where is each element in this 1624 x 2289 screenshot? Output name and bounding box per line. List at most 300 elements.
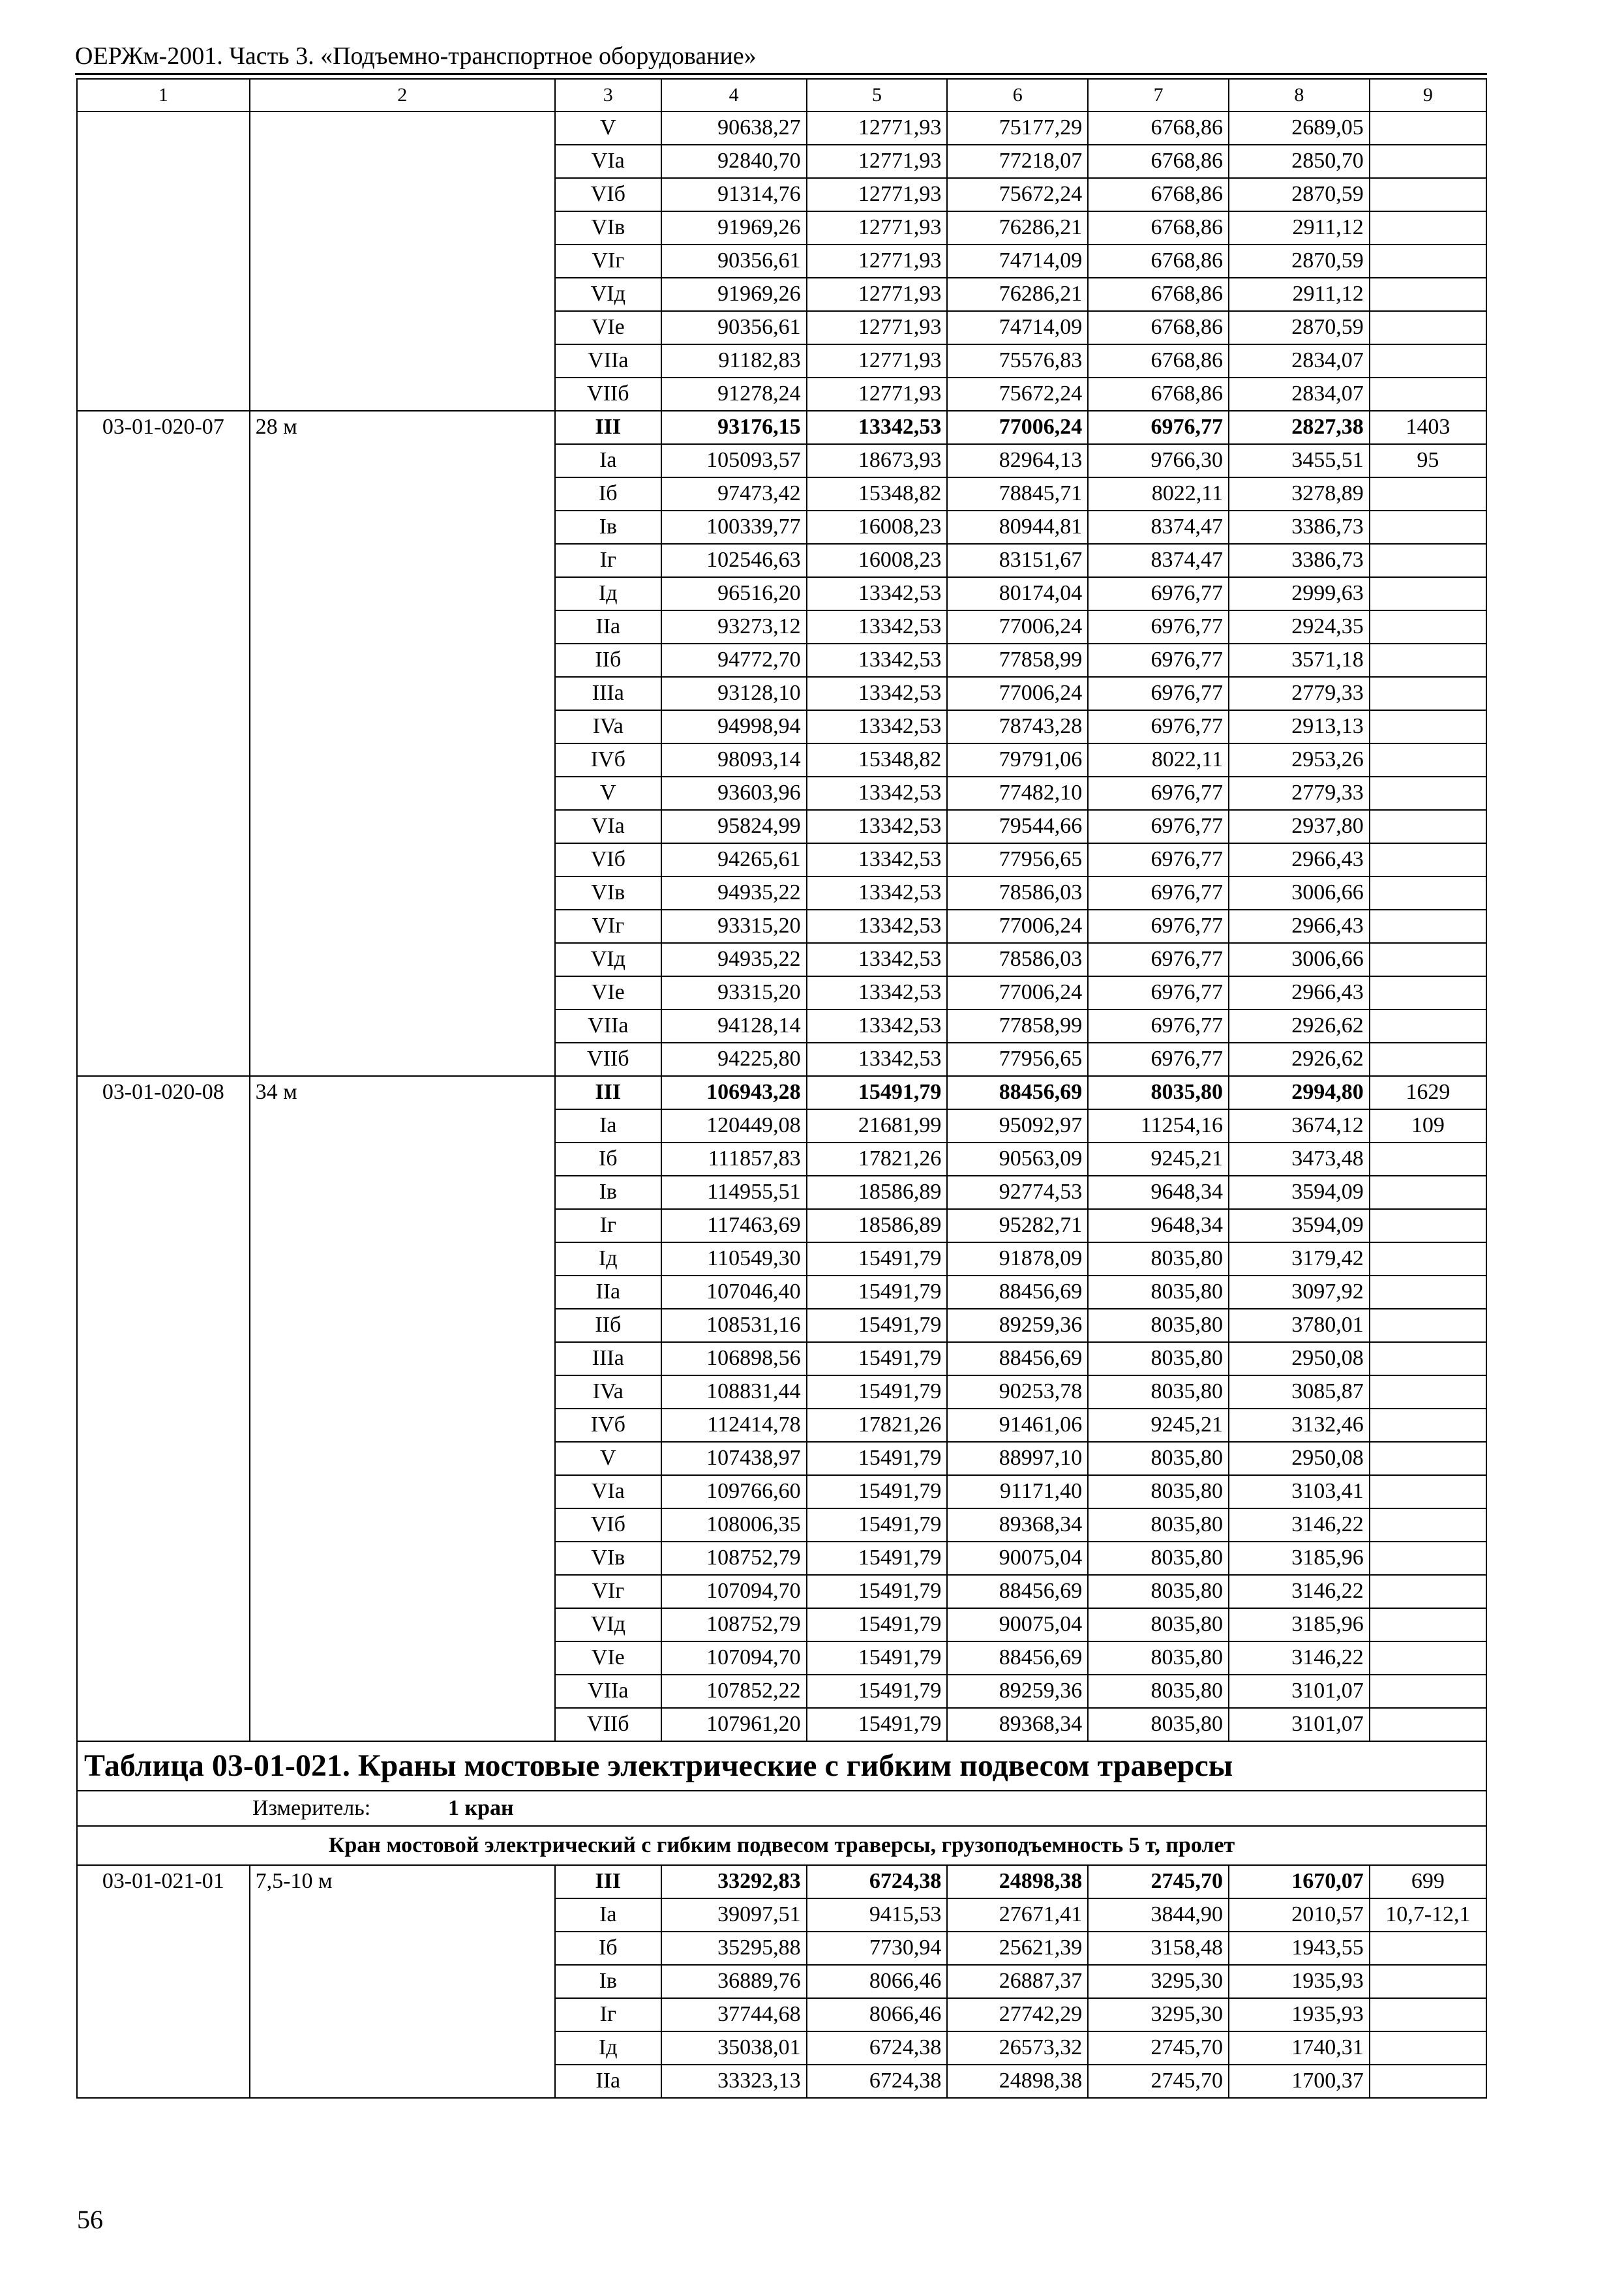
- table-row: [77, 411, 1486, 444]
- cell-value: 90075,04: [947, 1542, 1088, 1575]
- cell-value: 2850,70: [1229, 145, 1370, 178]
- cell-value: 2950,08: [1229, 1442, 1370, 1475]
- cell-value: 2953,26: [1229, 743, 1370, 777]
- cell-code: [77, 112, 250, 411]
- cell-value: 12771,93: [807, 211, 948, 245]
- cell-extra: [1370, 1375, 1486, 1409]
- cell-extra: [1370, 644, 1486, 677]
- cell-value: 95282,71: [947, 1209, 1088, 1242]
- cell-value: 6976,77: [1088, 1010, 1229, 1043]
- cell-value: 106943,28: [661, 1076, 807, 1109]
- cell-value: 8374,47: [1088, 511, 1229, 544]
- cell-value: 6768,86: [1088, 245, 1229, 278]
- cell-value: 15348,82: [807, 743, 948, 777]
- cell-value: 6976,77: [1088, 577, 1229, 610]
- cell-value: 15491,79: [807, 1076, 948, 1109]
- cell-value: 95824,99: [661, 810, 807, 843]
- cell-value: 8035,80: [1088, 1342, 1229, 1375]
- cell-value: 6976,77: [1088, 910, 1229, 943]
- cell-value: 3594,09: [1229, 1176, 1370, 1209]
- cell-value: 24898,38: [947, 1865, 1088, 1898]
- cell-value: 8374,47: [1088, 544, 1229, 577]
- cell-code: 03-01-020-07: [77, 411, 250, 1076]
- cell-extra: 109: [1370, 1109, 1486, 1143]
- cell-value: 3006,66: [1229, 943, 1370, 976]
- cell-region: IIIa: [555, 1342, 661, 1375]
- cell-code: 03-01-020-08: [77, 1076, 250, 1741]
- cell-value: 6768,86: [1088, 344, 1229, 378]
- cell-extra: [1370, 1475, 1486, 1508]
- cell-region: IIIa: [555, 677, 661, 710]
- cell-region: IIa: [555, 2065, 661, 2098]
- cell-extra: [1370, 810, 1486, 843]
- cell-value: 78743,28: [947, 710, 1088, 743]
- cell-value: 2911,12: [1229, 211, 1370, 245]
- cell-value: 91461,06: [947, 1409, 1088, 1442]
- cell-value: 6976,77: [1088, 710, 1229, 743]
- cell-extra: [1370, 1508, 1486, 1542]
- cell-name: 7,5-10 м: [250, 1865, 555, 2098]
- cell-extra: [1370, 477, 1486, 511]
- cell-value: 107046,40: [661, 1276, 807, 1309]
- cell-value: 12771,93: [807, 344, 948, 378]
- cell-value: 13342,53: [807, 411, 948, 444]
- cell-region: Iг: [555, 1998, 661, 2031]
- cell-value: 2745,70: [1088, 2031, 1229, 2065]
- cell-value: 16008,23: [807, 511, 948, 544]
- cell-value: 12771,93: [807, 278, 948, 311]
- cell-value: 107094,70: [661, 1575, 807, 1608]
- cell-value: 97473,42: [661, 477, 807, 511]
- cell-extra: [1370, 278, 1486, 311]
- cell-extra: [1370, 511, 1486, 544]
- cell-extra: [1370, 1209, 1486, 1242]
- cell-value: 15491,79: [807, 1276, 948, 1309]
- cell-value: 1935,93: [1229, 1998, 1370, 2031]
- cell-extra: [1370, 2065, 1486, 2098]
- cell-extra: [1370, 1043, 1486, 1076]
- cell-region: Ia: [555, 1109, 661, 1143]
- cell-value: 93315,20: [661, 910, 807, 943]
- cell-extra: [1370, 1010, 1486, 1043]
- cell-value: 6724,38: [807, 1865, 948, 1898]
- cell-value: 13342,53: [807, 677, 948, 710]
- cell-extra: [1370, 1998, 1486, 2031]
- cell-value: 2924,35: [1229, 610, 1370, 644]
- cell-region: IIб: [555, 644, 661, 677]
- cell-value: 2999,63: [1229, 577, 1370, 610]
- cell-value: 13342,53: [807, 843, 948, 876]
- cell-region: Iв: [555, 511, 661, 544]
- cell-value: 18673,93: [807, 444, 948, 477]
- cell-region: VIб: [555, 178, 661, 211]
- cell-value: 1700,37: [1229, 2065, 1370, 2098]
- cell-value: 39097,51: [661, 1898, 807, 1932]
- cell-extra: 95: [1370, 444, 1486, 477]
- cell-value: 9648,34: [1088, 1176, 1229, 1209]
- cell-value: 3295,30: [1088, 1965, 1229, 1998]
- cell-value: 120449,08: [661, 1109, 807, 1143]
- cell-region: Ia: [555, 444, 661, 477]
- cell-region: Iд: [555, 577, 661, 610]
- cell-value: 13342,53: [807, 876, 948, 910]
- cell-region: VIIб: [555, 378, 661, 411]
- cell-value: 2745,70: [1088, 2065, 1229, 2098]
- cell-region: VIe: [555, 1641, 661, 1675]
- cell-region: VIг: [555, 1575, 661, 1608]
- cell-value: 88456,69: [947, 1641, 1088, 1675]
- table-title-row: [77, 1741, 1486, 1791]
- column-header: 1: [77, 79, 250, 112]
- cell-value: 114955,51: [661, 1176, 807, 1209]
- cell-value: 2911,12: [1229, 278, 1370, 311]
- cell-value: 3386,73: [1229, 544, 1370, 577]
- cell-value: 77956,65: [947, 843, 1088, 876]
- cell-value: 2966,43: [1229, 976, 1370, 1010]
- cell-value: 93315,20: [661, 976, 807, 1010]
- cell-value: 26887,37: [947, 1965, 1088, 1998]
- cell-value: 3097,92: [1229, 1276, 1370, 1309]
- column-header: 2: [250, 79, 555, 112]
- cell-value: 3146,22: [1229, 1575, 1370, 1608]
- cell-value: 6976,77: [1088, 976, 1229, 1010]
- cell-value: 108531,16: [661, 1309, 807, 1342]
- cell-value: 26573,32: [947, 2031, 1088, 2065]
- cell-value: 17821,26: [807, 1143, 948, 1176]
- cell-value: 1670,07: [1229, 1865, 1370, 1898]
- cell-region: Iб: [555, 477, 661, 511]
- cell-extra: [1370, 777, 1486, 810]
- section-subtitle: Кран мостовой электрический с гибким подвесом траверсы, грузоподъемность 5 т, пролет: [77, 1826, 1486, 1865]
- cell-value: 8035,80: [1088, 1276, 1229, 1309]
- cell-value: 2913,13: [1229, 710, 1370, 743]
- cell-value: 8022,11: [1088, 743, 1229, 777]
- cell-region: III: [555, 1865, 661, 1898]
- cell-value: 13342,53: [807, 777, 948, 810]
- cell-value: 15491,79: [807, 1575, 948, 1608]
- cell-value: 88456,69: [947, 1575, 1088, 1608]
- cell-value: 15491,79: [807, 1708, 948, 1741]
- cell-value: 90253,78: [947, 1375, 1088, 1409]
- cell-value: 2870,59: [1229, 311, 1370, 344]
- cell-value: 2689,05: [1229, 112, 1370, 145]
- cell-extra: [1370, 2031, 1486, 2065]
- cell-region: Iг: [555, 1209, 661, 1242]
- cell-value: 107438,97: [661, 1442, 807, 1475]
- cell-value: 15491,79: [807, 1309, 948, 1342]
- cell-value: 8035,80: [1088, 1542, 1229, 1575]
- cell-value: 8035,80: [1088, 1076, 1229, 1109]
- cell-value: 15491,79: [807, 1675, 948, 1708]
- cell-value: 8035,80: [1088, 1708, 1229, 1741]
- cell-value: 74714,09: [947, 245, 1088, 278]
- cell-region: V: [555, 112, 661, 145]
- cell-value: 1740,31: [1229, 2031, 1370, 2065]
- cell-value: 8035,80: [1088, 1242, 1229, 1276]
- cell-value: 108752,79: [661, 1608, 807, 1641]
- measure-label: Измеритель:: [252, 1796, 371, 1820]
- cell-value: 3101,07: [1229, 1675, 1370, 1708]
- cell-region: IVa: [555, 710, 661, 743]
- column-header: 3: [555, 79, 661, 112]
- cell-value: 79544,66: [947, 810, 1088, 843]
- cell-value: 78845,71: [947, 477, 1088, 511]
- cell-value: 37744,68: [661, 1998, 807, 2031]
- cell-extra: [1370, 943, 1486, 976]
- cell-value: 15491,79: [807, 1608, 948, 1641]
- cell-extra: [1370, 211, 1486, 245]
- cell-value: 13342,53: [807, 810, 948, 843]
- cell-value: 6976,77: [1088, 810, 1229, 843]
- cell-value: 2834,07: [1229, 378, 1370, 411]
- cell-region: VIг: [555, 910, 661, 943]
- cell-value: 13342,53: [807, 1043, 948, 1076]
- cell-value: 6724,38: [807, 2065, 948, 2098]
- cell-value: 94935,22: [661, 943, 807, 976]
- cell-extra: 10,7-12,1: [1370, 1898, 1486, 1932]
- cell-value: 9245,21: [1088, 1409, 1229, 1442]
- cell-extra: [1370, 743, 1486, 777]
- cell-value: 6976,77: [1088, 644, 1229, 677]
- cell-value: 2779,33: [1229, 777, 1370, 810]
- cell-value: 76286,21: [947, 211, 1088, 245]
- cell-value: 35295,88: [661, 1932, 807, 1965]
- cell-value: 91171,40: [947, 1475, 1088, 1508]
- cell-value: 112414,78: [661, 1409, 807, 1442]
- cell-value: 88456,69: [947, 1276, 1088, 1309]
- cell-value: 105093,57: [661, 444, 807, 477]
- cell-value: 2994,80: [1229, 1076, 1370, 1109]
- cell-value: 8035,80: [1088, 1508, 1229, 1542]
- cell-value: 9766,30: [1088, 444, 1229, 477]
- cell-value: 75177,29: [947, 112, 1088, 145]
- cell-value: 13342,53: [807, 910, 948, 943]
- cell-value: 6976,77: [1088, 843, 1229, 876]
- cell-value: 95092,97: [947, 1109, 1088, 1143]
- cell-value: 89259,36: [947, 1675, 1088, 1708]
- cell-region: Iб: [555, 1143, 661, 1176]
- cell-value: 6768,86: [1088, 378, 1229, 411]
- cell-value: 6768,86: [1088, 211, 1229, 245]
- cell-value: 108752,79: [661, 1542, 807, 1575]
- cell-value: 8035,80: [1088, 1309, 1229, 1342]
- cell-extra: [1370, 677, 1486, 710]
- table-row: [77, 112, 1486, 145]
- cell-region: VIд: [555, 1608, 661, 1641]
- cell-value: 78586,03: [947, 876, 1088, 910]
- cell-value: 8035,80: [1088, 1375, 1229, 1409]
- cell-value: 6768,86: [1088, 278, 1229, 311]
- cell-value: 35038,01: [661, 2031, 807, 2065]
- cell-region: Iд: [555, 1242, 661, 1276]
- cell-region: VIд: [555, 943, 661, 976]
- cell-value: 77006,24: [947, 910, 1088, 943]
- table-row: [77, 1865, 1486, 1898]
- cell-value: 90638,27: [661, 112, 807, 145]
- cell-value: 89368,34: [947, 1708, 1088, 1741]
- cell-value: 2950,08: [1229, 1342, 1370, 1375]
- cell-value: 91969,26: [661, 211, 807, 245]
- cell-extra: [1370, 976, 1486, 1010]
- cell-value: 94265,61: [661, 843, 807, 876]
- cell-value: 107094,70: [661, 1641, 807, 1675]
- cell-value: 8066,46: [807, 1998, 948, 2031]
- cell-value: 80944,81: [947, 511, 1088, 544]
- cell-value: 3844,90: [1088, 1898, 1229, 1932]
- price-table: [76, 78, 1487, 2099]
- cell-extra: [1370, 311, 1486, 344]
- measure-row: [77, 1791, 1486, 1826]
- cell-value: 6768,86: [1088, 145, 1229, 178]
- cell-value: 18586,89: [807, 1209, 948, 1242]
- cell-value: 93273,12: [661, 610, 807, 644]
- cell-extra: [1370, 245, 1486, 278]
- cell-value: 93176,15: [661, 411, 807, 444]
- cell-value: 117463,69: [661, 1209, 807, 1242]
- cell-value: 12771,93: [807, 311, 948, 344]
- cell-value: 6976,77: [1088, 777, 1229, 810]
- cell-value: 8035,80: [1088, 1675, 1229, 1708]
- cell-value: 2926,62: [1229, 1043, 1370, 1076]
- cell-value: 12771,93: [807, 145, 948, 178]
- cell-region: V: [555, 1442, 661, 1475]
- column-header: 8: [1229, 79, 1370, 112]
- cell-value: 3571,18: [1229, 644, 1370, 677]
- cell-value: 8035,80: [1088, 1641, 1229, 1675]
- cell-extra: [1370, 1242, 1486, 1276]
- cell-value: 88456,69: [947, 1076, 1088, 1109]
- cell-value: 3179,42: [1229, 1242, 1370, 1276]
- cell-value: 102546,63: [661, 544, 807, 577]
- cell-value: 110549,30: [661, 1242, 807, 1276]
- cell-value: 13342,53: [807, 943, 948, 976]
- cell-region: IIa: [555, 610, 661, 644]
- cell-value: 8022,11: [1088, 477, 1229, 511]
- cell-value: 17821,26: [807, 1409, 948, 1442]
- cell-value: 16008,23: [807, 544, 948, 577]
- cell-value: 92840,70: [661, 145, 807, 178]
- cell-value: 15491,79: [807, 1242, 948, 1276]
- cell-value: 100339,77: [661, 511, 807, 544]
- cell-region: VIв: [555, 211, 661, 245]
- cell-value: 77858,99: [947, 644, 1088, 677]
- cell-extra: [1370, 910, 1486, 943]
- cell-extra: [1370, 344, 1486, 378]
- cell-region: VIe: [555, 976, 661, 1010]
- cell-value: 2937,80: [1229, 810, 1370, 843]
- cell-value: 7730,94: [807, 1932, 948, 1965]
- cell-region: VIд: [555, 278, 661, 311]
- cell-value: 8035,80: [1088, 1442, 1229, 1475]
- cell-region: VIIa: [555, 1675, 661, 1708]
- cell-value: 8066,46: [807, 1965, 948, 1998]
- cell-value: 88997,10: [947, 1442, 1088, 1475]
- cell-value: 111857,83: [661, 1143, 807, 1176]
- cell-value: 77858,99: [947, 1010, 1088, 1043]
- cell-extra: [1370, 1708, 1486, 1741]
- cell-value: 75672,24: [947, 178, 1088, 211]
- cell-value: 3185,96: [1229, 1542, 1370, 1575]
- cell-extra: [1370, 1932, 1486, 1965]
- cell-value: 94128,14: [661, 1010, 807, 1043]
- cell-region: Iг: [555, 544, 661, 577]
- cell-extra: [1370, 1575, 1486, 1608]
- cell-value: 3780,01: [1229, 1309, 1370, 1342]
- cell-extra: 1403: [1370, 411, 1486, 444]
- cell-value: 2010,57: [1229, 1898, 1370, 1932]
- measure-cell: [77, 1791, 1486, 1826]
- cell-value: 13342,53: [807, 976, 948, 1010]
- cell-value: 90563,09: [947, 1143, 1088, 1176]
- cell-value: 3386,73: [1229, 511, 1370, 544]
- cell-extra: [1370, 1641, 1486, 1675]
- cell-value: 15491,79: [807, 1475, 948, 1508]
- cell-value: 2926,62: [1229, 1010, 1370, 1043]
- cell-value: 93128,10: [661, 677, 807, 710]
- cell-value: 6768,86: [1088, 178, 1229, 211]
- cell-value: 74714,09: [947, 311, 1088, 344]
- cell-extra: [1370, 145, 1486, 178]
- cell-value: 82964,13: [947, 444, 1088, 477]
- cell-value: 3146,22: [1229, 1508, 1370, 1542]
- cell-region: VIг: [555, 245, 661, 278]
- cell-value: 90356,61: [661, 311, 807, 344]
- cell-region: VIe: [555, 311, 661, 344]
- cell-value: 3455,51: [1229, 444, 1370, 477]
- cell-value: 3278,89: [1229, 477, 1370, 511]
- cell-value: 83151,67: [947, 544, 1088, 577]
- cell-value: 6976,77: [1088, 677, 1229, 710]
- cell-value: 13342,53: [807, 577, 948, 610]
- cell-value: 21681,99: [807, 1109, 948, 1143]
- cell-value: 15491,79: [807, 1375, 948, 1409]
- cell-value: 24898,38: [947, 2065, 1088, 2098]
- cell-extra: [1370, 710, 1486, 743]
- cell-region: VIa: [555, 145, 661, 178]
- page-number: 56: [77, 2205, 103, 2234]
- cell-value: 77006,24: [947, 677, 1088, 710]
- cell-value: 27742,29: [947, 1998, 1088, 2031]
- cell-value: 15491,79: [807, 1342, 948, 1375]
- cell-code: 03-01-021-01: [77, 1865, 250, 2098]
- cell-extra: 1629: [1370, 1076, 1486, 1109]
- table-title: Таблица 03-01-021. Краны мостовые электрические с гибким подвесом траверсы: [84, 1748, 1233, 1783]
- cell-value: 3295,30: [1088, 1998, 1229, 2031]
- cell-name: [250, 112, 555, 411]
- cell-value: 11254,16: [1088, 1109, 1229, 1143]
- cell-region: Ia: [555, 1898, 661, 1932]
- cell-region: IVб: [555, 743, 661, 777]
- cell-value: 79791,06: [947, 743, 1088, 777]
- cell-region: Iб: [555, 1932, 661, 1965]
- cell-extra: [1370, 1176, 1486, 1209]
- cell-extra: [1370, 1276, 1486, 1309]
- cell-value: 15491,79: [807, 1542, 948, 1575]
- cell-value: 77006,24: [947, 411, 1088, 444]
- cell-value: 25621,39: [947, 1932, 1088, 1965]
- cell-extra: [1370, 378, 1486, 411]
- column-header: 9: [1370, 79, 1486, 112]
- column-header: 6: [947, 79, 1088, 112]
- cell-value: 78586,03: [947, 943, 1088, 976]
- cell-value: 90075,04: [947, 1608, 1088, 1641]
- cell-value: 2966,43: [1229, 910, 1370, 943]
- cell-region: III: [555, 411, 661, 444]
- cell-value: 13342,53: [807, 710, 948, 743]
- cell-region: IVб: [555, 1409, 661, 1442]
- cell-value: 2966,43: [1229, 843, 1370, 876]
- header-rule: [75, 73, 1487, 75]
